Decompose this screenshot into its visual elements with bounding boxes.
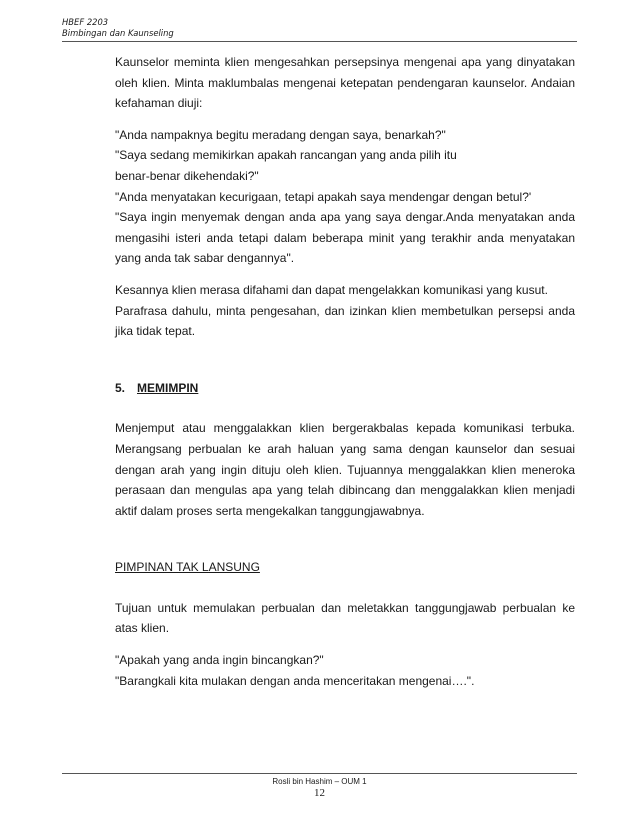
course-title: Bimbingan dan Kaunseling	[62, 28, 174, 38]
header-divider	[62, 41, 577, 42]
leading-paragraph: Menjemput atau menggalakkan klien bergerakbalas kepada komunikasi terbuka. Merangsang perbualan ke arah haluan yang sama dengan kaunselor dan sesuai dengan arah yang ingin dituju oleh klien. Tujuannya menggalakkan klien meneroka perasaan dan mengulas apa yang telah dibincang dan menggalakkan klien menjadi aktif dalam proses serta mengekalkan tanggungjawabnya.	[115, 421, 575, 518]
subsection-heading: PIMPINAN TAK LANSUNG	[115, 560, 260, 575]
course-code: HBEF 2203	[62, 17, 109, 27]
example-quote: "Anda menyatakan kecurigaan, tetapi apakah saya mendengar dengan betul?'	[115, 189, 532, 204]
example-quote: "Anda nampaknya begitu meradang dengan saya, benarkah?"	[115, 127, 446, 142]
example-quote: "Saya sedang memikirkan apakah rancangan yang anda pilih itu	[115, 148, 457, 163]
section-title: MEMIMPIN	[137, 380, 199, 395]
indirect-paragraph: Tujuan untuk memulakan perbualan dan meletakkan tanggungjawab perbualan ke atas klien.	[115, 600, 575, 636]
page-header	[62, 17, 577, 39]
example-quote: benar-benar dikehendaki?"	[115, 168, 259, 183]
indirect-example: "Apakah yang anda ingin bincangkan?"	[115, 653, 324, 668]
footer-divider	[62, 773, 577, 774]
section-heading-memimpin	[115, 378, 575, 399]
example-quote-long: "Saya ingin menyemak dengan anda apa yang saya dengar.Anda menyatakan anda mengasihi isteri anda tetapi dalam beberapa minit yang terakhir anda menyatakan yang anda tak sabar dengannya".	[115, 210, 575, 266]
section-number: 5.	[115, 380, 126, 395]
page-footer	[62, 777, 577, 800]
intro-paragraph: Kaunselor meminta klien mengesahkan persepsinya mengenai apa yang dinyatakan oleh klien. Minta maklumbalas mengenai ketepatan pendengaran kaunselor. Andaian kefahaman diuji:	[115, 55, 575, 111]
page-body	[115, 52, 575, 691]
page-number: 12	[314, 787, 325, 799]
paraphrase-paragraph: Parafrasa dahulu, minta pengesahan, dan izinkan klien membetulkan persepsi anda jika tidak tepat.	[115, 303, 575, 339]
indirect-example: "Barangkali kita mulakan dengan anda menceritakan mengenai….".	[115, 673, 475, 688]
effect-line: Kesannya klien merasa difahami dan dapat mengelakkan komunikasi yang kusut.	[115, 282, 548, 297]
footer-author: Rosli bin Hashim – OUM 1	[272, 777, 367, 786]
